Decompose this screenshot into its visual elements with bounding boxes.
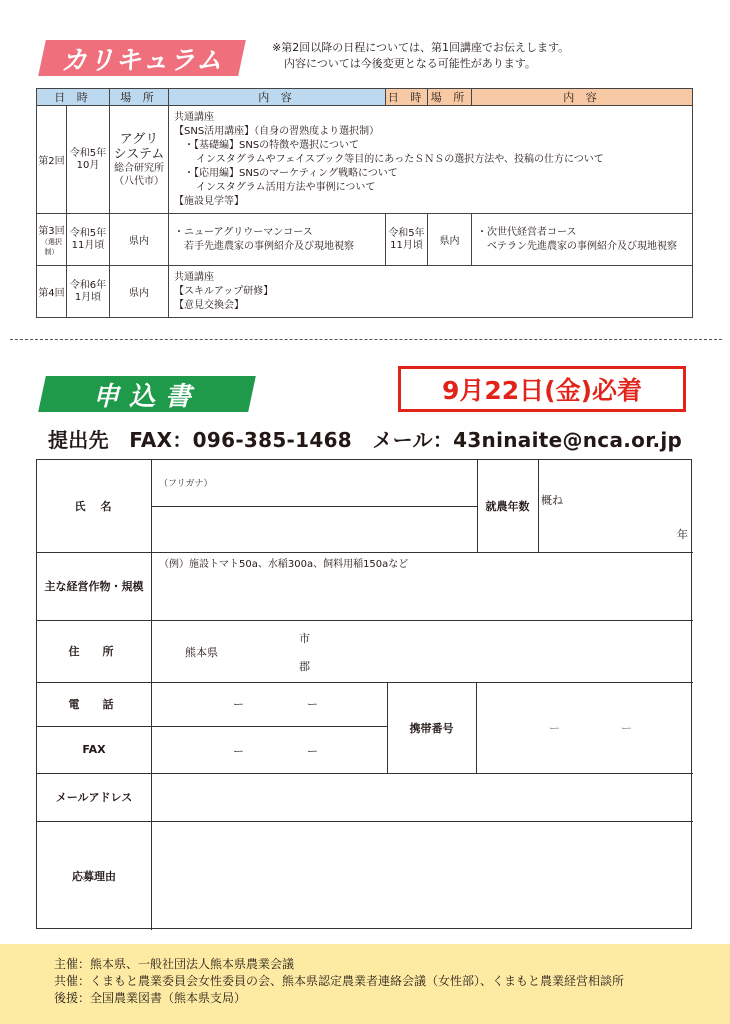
content-line: 若手先進農家の事例紹介及び現地視察	[184, 240, 354, 252]
application-form	[36, 459, 692, 929]
fax-dash: ー	[233, 745, 244, 758]
date-year: 令和5年	[388, 227, 425, 239]
years-field[interactable]	[539, 461, 692, 551]
place-line: （八代市）	[114, 175, 164, 187]
phone-dash: ー	[307, 698, 318, 711]
session-sub: （選択制）	[41, 238, 62, 256]
reason-field[interactable]	[153, 823, 691, 928]
date-month: 11月頃	[71, 239, 105, 251]
session-place-b: 県内	[428, 214, 472, 266]
city-text: 市	[299, 632, 310, 645]
header-place-b: 場 所	[428, 89, 472, 106]
session-place: 県内	[110, 266, 169, 318]
session-content	[169, 106, 693, 214]
header-content: 内 容	[169, 89, 386, 106]
fax-field[interactable]	[153, 728, 385, 771]
form-rule	[476, 682, 477, 773]
session-content	[169, 266, 693, 318]
header-date-b: 日 時	[386, 89, 428, 106]
county-text: 郡	[299, 660, 310, 673]
name-field[interactable]	[153, 508, 475, 550]
session-number: 第3回	[38, 226, 65, 237]
furigana-label: （フリガナ）	[159, 479, 213, 489]
support-text: 後援：全国農業図書（熊本県支局）	[54, 991, 247, 1005]
form-rule	[151, 460, 152, 930]
mobile-field[interactable]	[478, 684, 691, 771]
years-label: 就農年数	[485, 500, 530, 513]
crops-example: （例）施設トマト50a、水稲300a、飼料用稲150aなど	[159, 559, 409, 570]
application-title: 申込書	[92, 381, 201, 412]
date-month: 11月頃	[390, 239, 423, 251]
session-label: 第4回	[37, 266, 67, 318]
deadline-box: 9月22日(金)必着	[398, 366, 686, 412]
content-line: ・ニューアグリウーマンコース	[174, 226, 313, 238]
date-year: 令和6年	[69, 279, 107, 291]
header-date: 日 時	[37, 89, 110, 106]
furigana-field[interactable]	[153, 462, 475, 504]
content-line: 【意見交換会】	[174, 299, 244, 311]
content-line: ・次世代経営者コース	[477, 226, 577, 238]
curriculum-banner	[38, 40, 246, 76]
email-field[interactable]	[153, 775, 691, 819]
cut-line	[10, 339, 722, 340]
table-row	[37, 106, 693, 214]
curriculum-header-row	[37, 89, 693, 106]
phone-label: 電 話	[68, 698, 120, 711]
session-label: 第2回	[37, 106, 67, 214]
content-line: ベテラン先進農家の事例紹介及び現地視察	[487, 240, 677, 252]
place-line: 総合研究所	[114, 162, 164, 174]
crops-label: 主な経営作物・規模	[44, 580, 144, 593]
content-line: 共通講座	[174, 111, 214, 123]
footer	[0, 944, 730, 1024]
application-banner	[38, 376, 256, 412]
session-date-b	[386, 214, 428, 266]
crops-field[interactable]	[153, 570, 691, 618]
content-line: 共通講座	[174, 271, 214, 283]
session-content	[169, 214, 386, 266]
session-content-b	[472, 214, 693, 266]
name-label: 氏 名	[74, 500, 114, 513]
date-month: 1月頃	[74, 291, 102, 303]
curriculum-note: 内容については今後変更となる可能性があります。	[284, 57, 536, 70]
years-prefix: 概ね	[541, 494, 563, 507]
reason-label: 応募理由	[72, 869, 116, 883]
content-line: インスタグラムやフェイスブック等目的にあったＳＮＳの選択方法や、投稿の仕方について	[196, 153, 604, 165]
date-month: 10月	[76, 159, 100, 171]
content-line: 【スキルアップ研修】	[174, 285, 274, 297]
place-line: アグリ	[119, 131, 159, 147]
session-date	[67, 214, 110, 266]
place-line: システム	[113, 146, 165, 162]
phone-dash: ー	[233, 698, 244, 711]
address-label: 住 所	[68, 645, 120, 658]
email-label: メールアドレス	[55, 791, 133, 804]
content-line: 【施設見学等】	[174, 195, 244, 207]
date-year: 令和5年	[69, 227, 107, 239]
content-line: ・【基礎編】SNSの特徴や選択について	[184, 139, 359, 151]
curriculum-notes	[272, 40, 569, 72]
session-date	[67, 266, 110, 318]
fax-dash: ー	[307, 745, 318, 758]
content-line: ・【応用編】SNSのマーケティング戦略について	[184, 167, 398, 179]
years-suffix: 年	[677, 528, 688, 541]
form-rule	[151, 506, 477, 507]
cosponsor-text: 共催：くまもと農業委員会女性委員の会、熊本県認定農業者連絡会議（女性部）、くまもと農業経営相談所	[54, 974, 625, 988]
table-row	[37, 214, 693, 266]
phone-field[interactable]	[153, 684, 385, 724]
address-field[interactable]	[327, 622, 691, 680]
curriculum-note: ※第2回以降の日程については、第1回講座でお伝えします。	[272, 41, 570, 54]
session-place: 県内	[110, 214, 169, 266]
mobile-dash: ー	[621, 722, 632, 735]
date-year: 令和5年	[69, 147, 107, 159]
header-content-b: 内 容	[472, 89, 693, 106]
content-line: インスタグラム活用方法や事例について	[196, 181, 376, 193]
content-line: 【SNS活用講座】（自身の習熟度より選択制）	[174, 125, 380, 137]
header-place: 場 所	[110, 89, 169, 106]
session-date	[67, 106, 110, 214]
fax-label: FAX	[82, 743, 106, 756]
mobile-dash: ー	[549, 722, 560, 735]
table-row	[37, 266, 693, 318]
organizer-text: 主催：熊本県、一般社団法人熊本県農業会議	[54, 957, 295, 971]
mobile-label: 携帯番号	[409, 721, 454, 735]
session-label	[37, 214, 67, 266]
submission-info: 提出先 FAX：096-385-1468 メール：43ninaite@nca.or.jp	[48, 428, 683, 452]
prefecture-text: 熊本県	[185, 646, 218, 659]
curriculum-title: カリキュラム	[61, 45, 223, 76]
curriculum-table	[36, 88, 693, 318]
session-place	[110, 106, 169, 214]
